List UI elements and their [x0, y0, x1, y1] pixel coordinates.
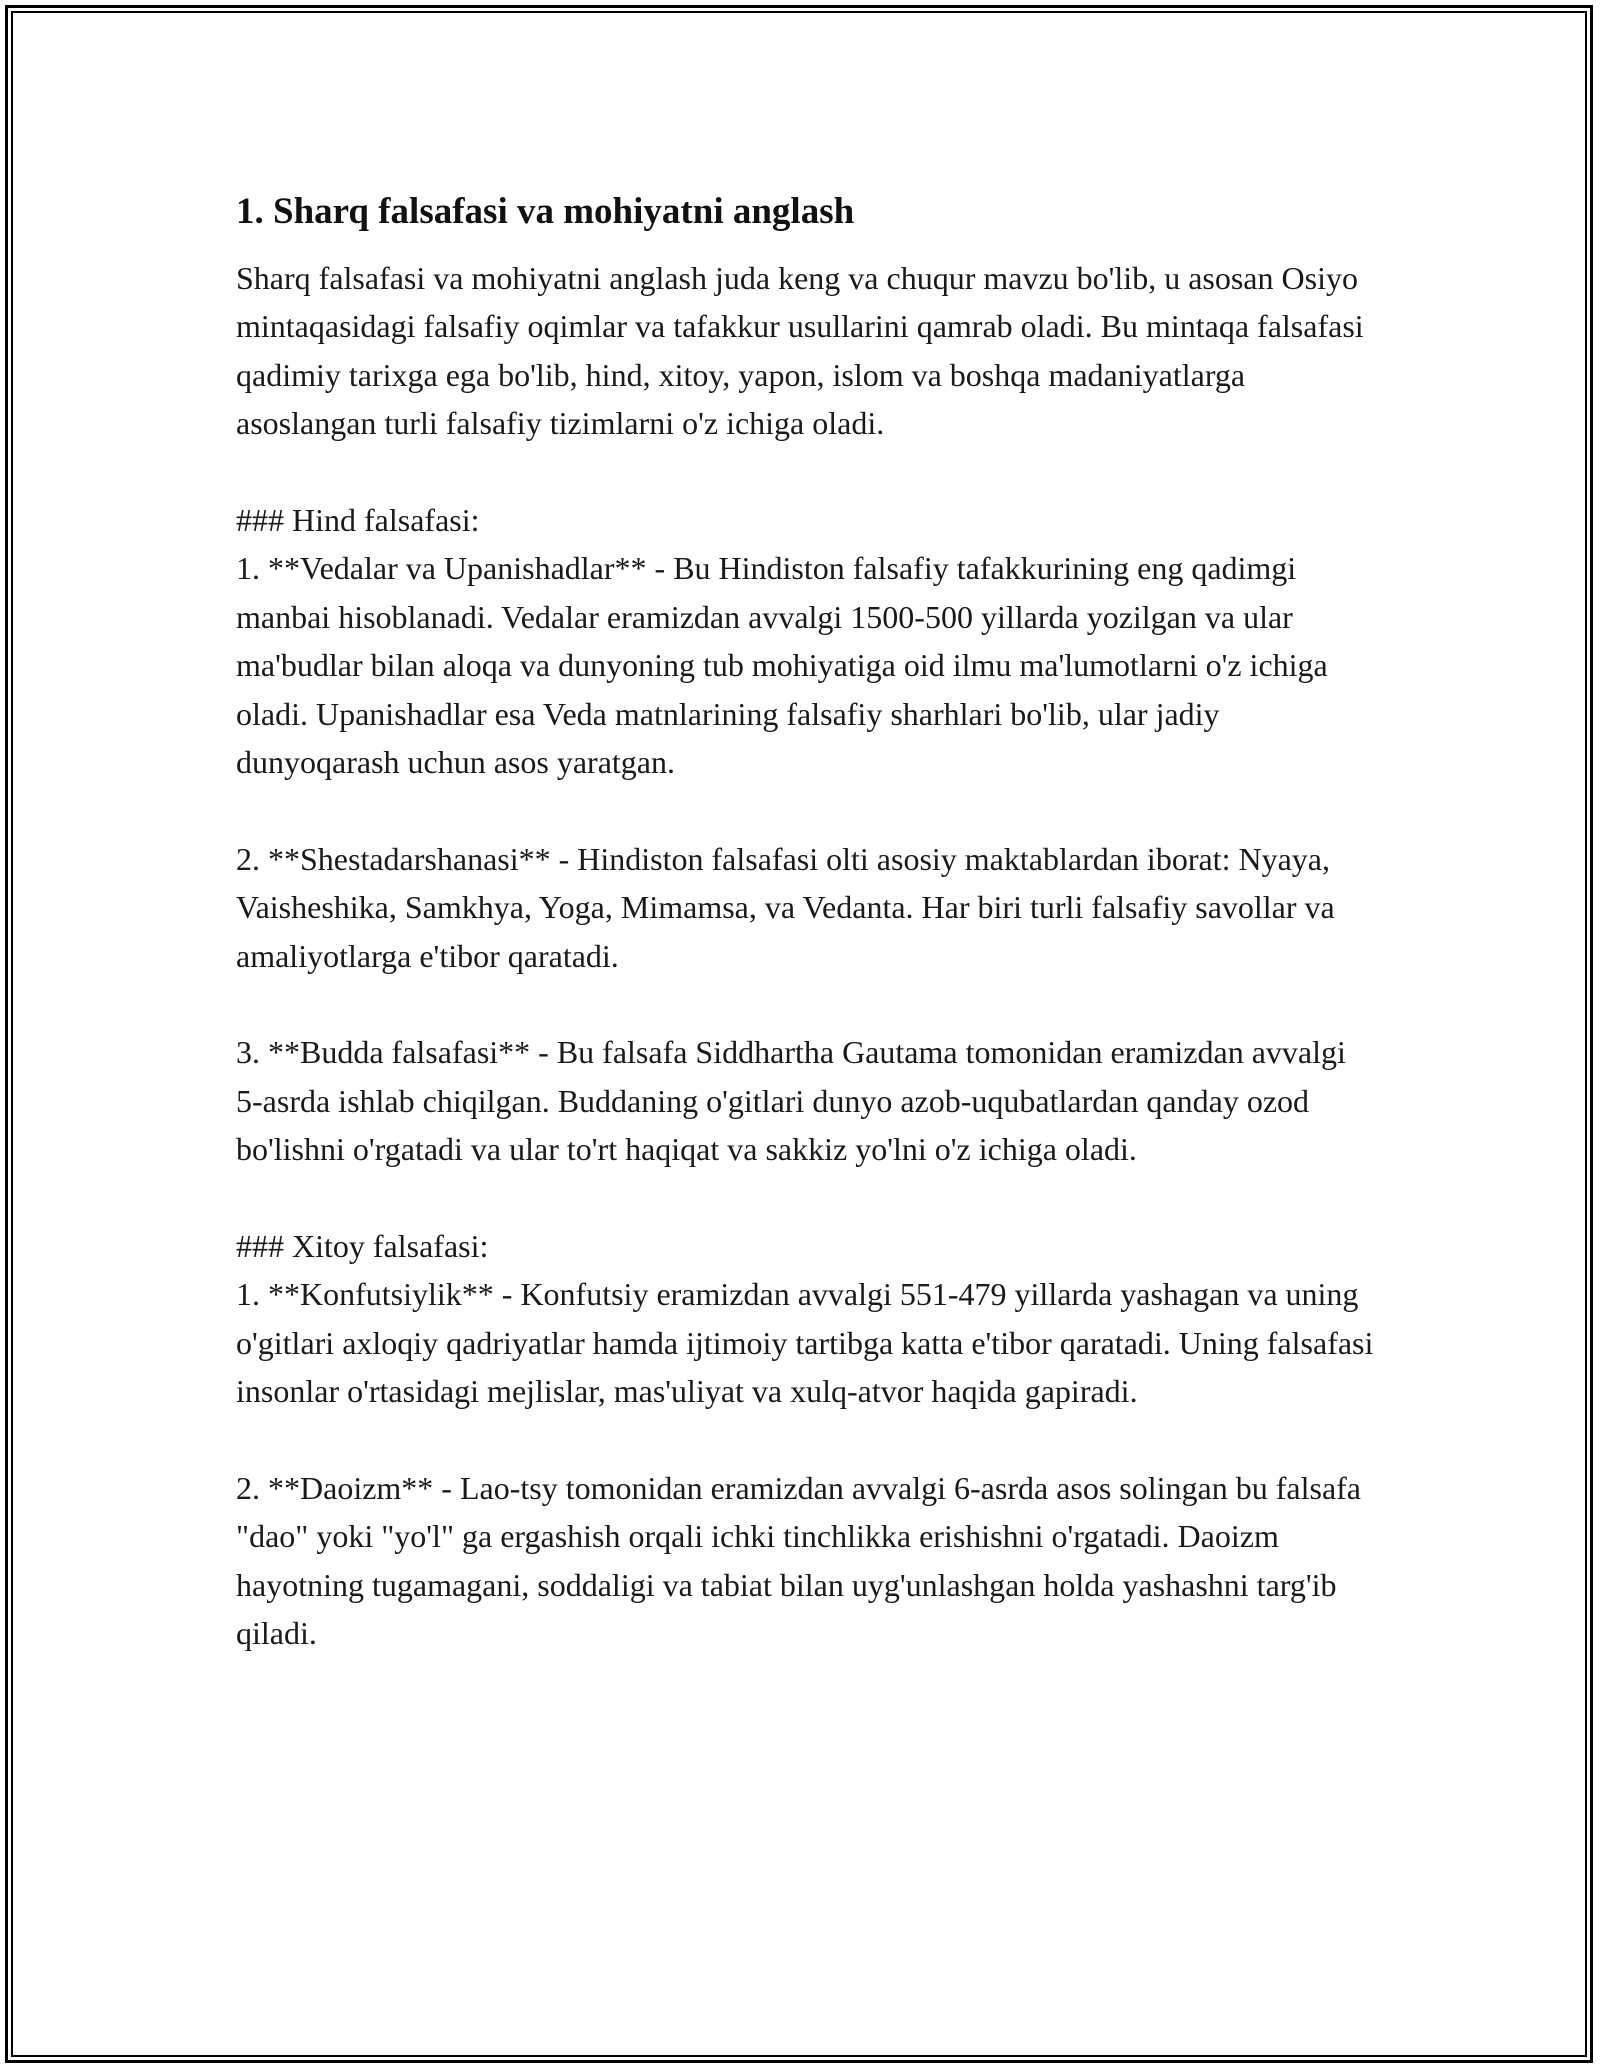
- list-item-daoizm: 2. **Daoizm** - Lao-tsy tomonidan eramizdan avvalgi 6-asrda asos solingan bu falsafa "dao" yoki "yo'l" ga ergashish orqali ichki tinchlikka erishishni o'rgatadi. Daoizm hayotning tugamagani, soddaligi va tabiat bilan uyg'unlashgan holda yashashni targ'ib qiladi.: [236, 1470, 1361, 1652]
- list-item-vedalar: 1. **Vedalar va Upanishadlar** - Bu Hindiston falsafiy tafakkurining eng qadimgi manbai hisoblanadi. Vedalar eramizdan avvalgi 1500-500 yillarda yozilgan va ular ma'budlar bilan aloqa va dunyoning tub mohiyatiga oid ilmu ma'lumotlarni o'z ichiga oladi. Upanishadlar esa Veda matnlarining falsafiy sharhlari bo'lib, ular jadiy dunyoqarash uchun asos yaratgan.: [236, 550, 1328, 781]
- document-body: [236, 186, 1376, 1706]
- section-hind-block: [236, 496, 1376, 786]
- document-title: 1. Sharq falsafasi va mohiyatni anglash: [236, 191, 855, 232]
- section-heading-hind: ### Hind falsafasi:: [236, 502, 480, 539]
- list-item-konfutsiylik: 1. **Konfutsiylik** - Konfutsiy eramizdan avvalgi 551-479 yillarda yashagan va uning o'gitlari axloqiy qadriyatlar hamda ijtimoiy tartibga katta e'tibor qaratadi. Uning falsafasi insonlar o'rtasidagi mejlislar, mas'uliyat va xulq-atvor haqida gapiradi.: [236, 1276, 1374, 1410]
- section-xitoy-block: [236, 1222, 1376, 1416]
- list-item-shestadarshanasi: 2. **Shestadarshanasi** - Hindiston falsafasi olti asosiy maktablardan iborat: Nyaya, Vaisheshika, Samkhya, Yoga, Mimamsa, va Vedanta. Har biri turli falsafiy savollar va amaliyotlarga e'tibor qaratadi.: [236, 840, 1335, 974]
- section-heading-xitoy: ### Xitoy falsafasi:: [236, 1228, 489, 1265]
- intro-paragraph: Sharq falsafasi va mohiyatni anglash juda keng va chuqur mavzu bo'lib, u asosan Osiyo mintaqasidagi falsafiy oqimlar va tafakkur usullarini qamrab oladi. Bu mintaqa falsafasi qadimiy tarixga ega bo'lib, hind, xitoy, yapon, islom va boshqa madaniyatlarga asoslangan turli falsafiy tizimlarni o'z ichiga oladi.: [236, 260, 1364, 442]
- list-item-budda: 3. **Budda falsafasi** - Bu falsafa Siddhartha Gautama tomonidan eramizdan avvalgi 5-asrda ishlab chiqilgan. Buddaning o'gitlari dunyo azob-uqubatlardan qanday ozod bo'lishni o'rgatadi va ular to'rt haqiqat va sakkiz yo'lni o'z ichiga oladi.: [236, 1034, 1346, 1168]
